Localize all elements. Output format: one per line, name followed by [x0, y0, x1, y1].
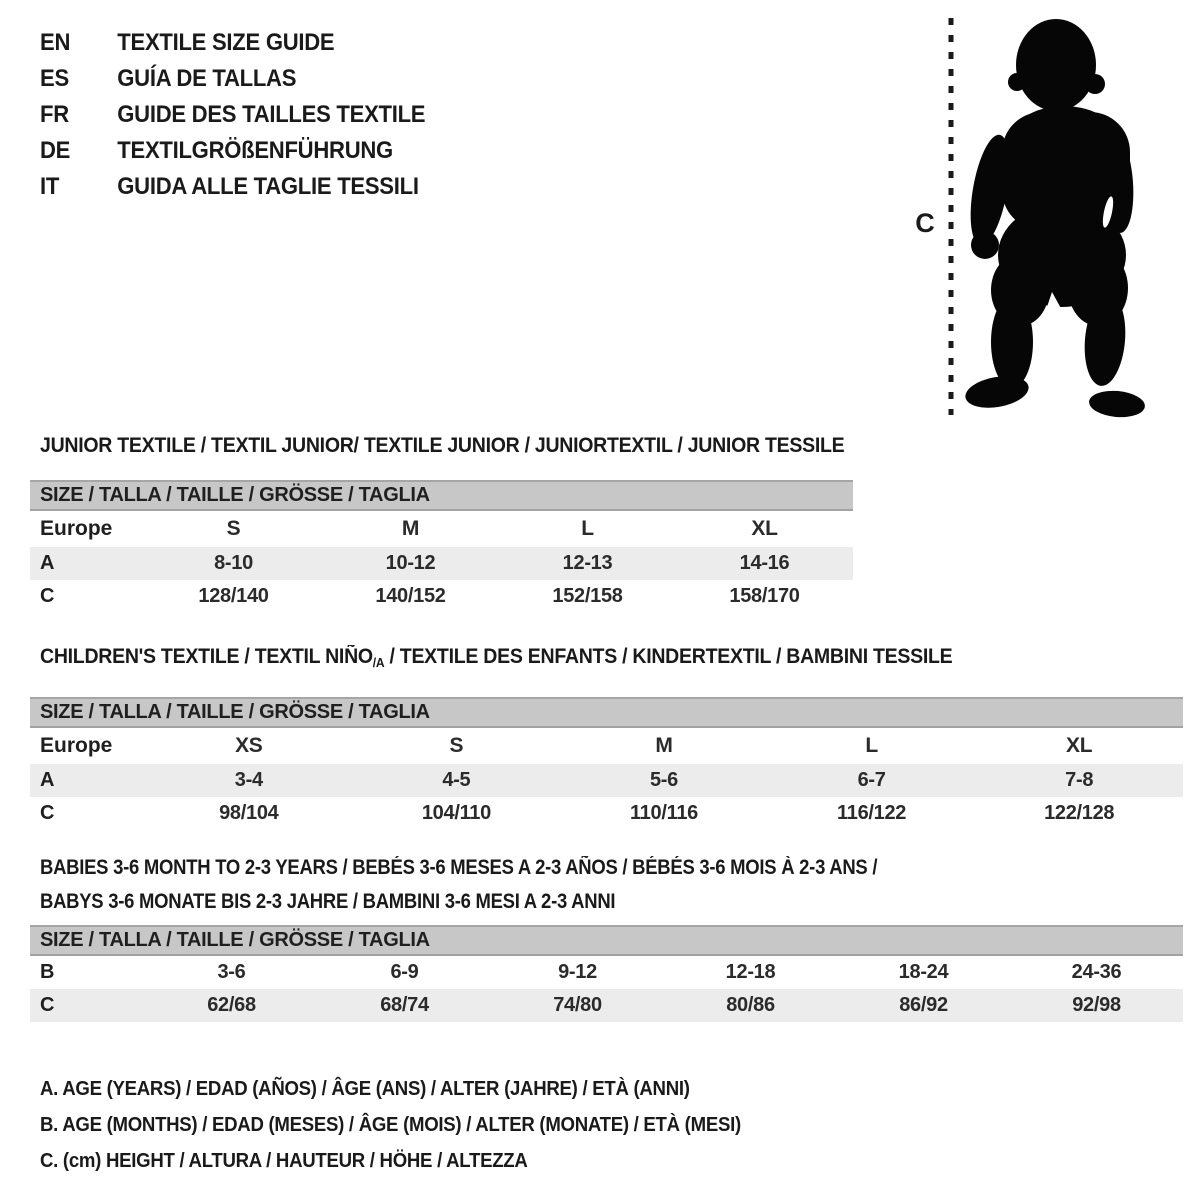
region-row [30, 728, 1183, 764]
children-section-title [40, 644, 1119, 676]
table-row [30, 580, 853, 613]
language-row [40, 133, 425, 169]
region-label: Europe [40, 517, 113, 540]
size-header-bar [30, 697, 1183, 728]
junior-size-table [30, 480, 853, 613]
size-value: 80/86 [726, 994, 775, 1016]
table-row [30, 797, 1183, 830]
legend-line: A. AGE (YEARS) / EDAD (AÑOS) / ÂGE (ANS) / ALTER (JAHRE) / ETÀ (ANNI) [40, 1077, 690, 1100]
size-value: 6-9 [390, 961, 419, 983]
junior-section-title [40, 433, 1119, 459]
junior-section [0, 433, 1200, 613]
row-label: A [40, 552, 55, 574]
size-header-label: SIZE / TALLA / TAILLE / GRÖSSE / TAGLIA [40, 484, 430, 506]
table-row [30, 547, 853, 580]
region-row [30, 511, 853, 547]
size-value: 104/110 [421, 802, 491, 824]
size-value: 62/68 [207, 994, 256, 1016]
size-value: 3-6 [217, 961, 246, 983]
legend-line: C. (cm) HEIGHT / ALTURA / HAUTEUR / HÖHE / ALTEZZA [40, 1149, 528, 1172]
row-label: A [40, 769, 55, 791]
language-row [40, 169, 425, 205]
language-row [40, 61, 425, 97]
size-column-header: L [581, 517, 594, 540]
table-row [30, 989, 1183, 1022]
size-value: 122/128 [1044, 802, 1115, 824]
size-value: 24-36 [1071, 961, 1122, 983]
guide-title: GUIDA ALLE TAGLIE TESSILI [117, 173, 419, 200]
size-header-label: SIZE / TALLA / TAILLE / GRÖSSE / TAGLIA [40, 929, 430, 951]
title-text: / TEXTILE DES ENFANTS / KINDERTEXTIL / BAMBINI TESSILE [384, 645, 953, 668]
size-column-header: S [226, 517, 241, 540]
language-code: IT [40, 173, 60, 200]
guide-title: TEXTILGRÖßENFÜHRUNG [117, 137, 393, 164]
region-label: Europe [40, 734, 113, 757]
size-value: 12-13 [562, 552, 613, 574]
title-text: BABYS 3-6 MONATE BIS 2-3 JAHRE / BAMBINI 3-6 MESI A 2-3 ANNI [40, 890, 616, 913]
size-header-bar [30, 480, 853, 511]
table-row [30, 764, 1183, 797]
size-value: 9-12 [558, 961, 597, 983]
size-value: 74/80 [553, 994, 602, 1016]
size-column-header: M [401, 517, 420, 540]
title-text: JUNIOR TEXTILE / TEXTIL JUNIOR/ TEXTILE JUNIOR / JUNIORTEXTIL / JUNIOR TESSILE [40, 434, 845, 457]
size-header-bar [30, 925, 1183, 956]
row-label: C [40, 802, 55, 824]
language-row [40, 25, 425, 61]
title-text: CHILDREN'S TEXTILE / TEXTIL NIÑO [40, 645, 373, 668]
size-value: 68/74 [380, 994, 429, 1016]
babies-size-table [30, 925, 1183, 1022]
toddler-silhouette [963, 19, 1146, 419]
legend-line: B. AGE (MONTHS) / EDAD (MESES) / ÂGE (MOIS) / ALTER (MONATE) / ETÀ (MESI) [40, 1113, 741, 1136]
language-row [40, 97, 425, 133]
language-code: EN [40, 29, 71, 56]
table-row [30, 956, 1183, 989]
size-value: 152/158 [552, 585, 623, 607]
babies-section-title [40, 851, 1061, 885]
size-column-header: XL [751, 517, 778, 540]
babies-section-title [40, 885, 1061, 919]
guide-title: GUIDE DES TAILLES TEXTILE [117, 101, 426, 128]
size-column-header: S [449, 734, 464, 757]
size-value: 3-4 [234, 769, 263, 791]
size-value: 6-7 [857, 769, 886, 791]
size-value: 10-12 [385, 552, 436, 574]
children-size-table [30, 697, 1183, 830]
guide-title: GUÍA DE TALLAS [117, 65, 297, 92]
row-label: B [40, 961, 55, 983]
language-code: FR [40, 101, 69, 128]
size-value: 4-5 [442, 769, 471, 791]
height-measure-label: C [915, 208, 935, 238]
size-header-label: SIZE / TALLA / TAILLE / GRÖSSE / TAGLIA [40, 701, 430, 723]
language-code: DE [40, 137, 71, 164]
size-value: 98/104 [219, 802, 279, 824]
size-value: 5-6 [649, 769, 678, 791]
size-value: 110/116 [629, 802, 698, 824]
size-value: 12-18 [725, 961, 776, 983]
size-value: 158/170 [729, 585, 800, 607]
size-column-header: XL [1066, 734, 1093, 757]
children-section [0, 644, 1200, 830]
size-value: 8-10 [214, 552, 253, 574]
size-value: 14-16 [739, 552, 790, 574]
row-label: C [40, 585, 55, 607]
size-value: 7-8 [1065, 769, 1094, 791]
size-value: 18-24 [898, 961, 949, 983]
legend [40, 1071, 741, 1179]
size-value: 86/92 [899, 994, 948, 1016]
babies-section [0, 851, 1200, 1022]
language-code: ES [40, 65, 69, 92]
size-value: 140/152 [375, 585, 446, 607]
size-value: 116/122 [837, 802, 907, 824]
size-column-header: M [655, 734, 673, 757]
size-column-header: L [865, 734, 878, 757]
guide-title: TEXTILE SIZE GUIDE [117, 29, 335, 56]
row-label: C [40, 994, 55, 1016]
size-column-header: XS [235, 734, 263, 757]
language-title-block [40, 25, 425, 205]
title-text: BABIES 3-6 MONTH TO 2-3 YEARS / BEBÉS 3-6 MESES A 2-3 AÑOS / BÉBÉS 3-6 MOIS À 2-3 ANS / [40, 856, 878, 879]
size-value: 128/140 [198, 585, 269, 607]
title-subscript: /A [372, 655, 385, 670]
size-value: 92/98 [1072, 994, 1121, 1016]
